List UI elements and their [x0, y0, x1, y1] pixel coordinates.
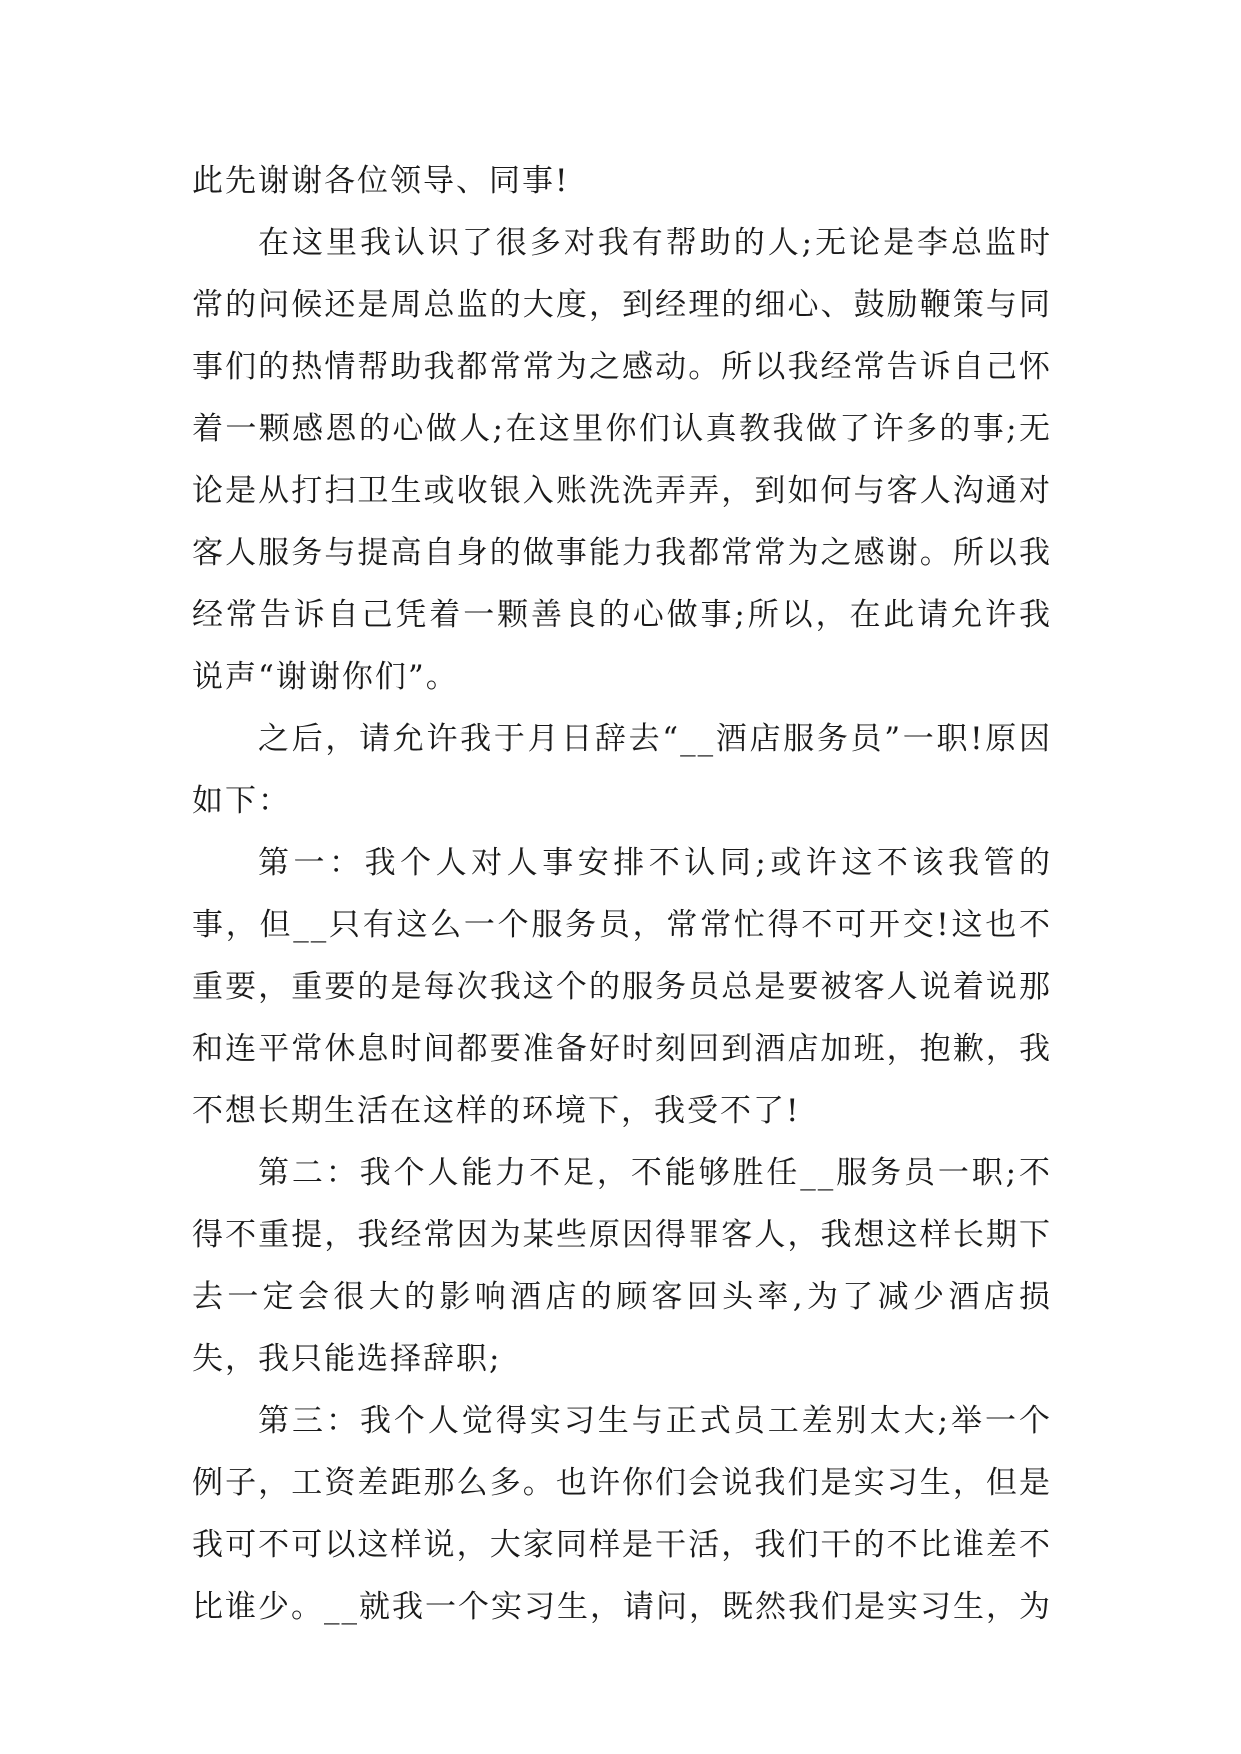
paragraph-closing-thanks: 此先谢谢各位领导、同事! [192, 163, 570, 199]
paragraph-resignation-notice: 之后，请允许我于月日辞去“__酒店服务员”一职!原因如下： [192, 721, 1052, 819]
paragraph-reason-two: 第二：我个人能力不足，不能够胜任__服务员一职;不得不重提，我经常因为某些原因得罪客人，我想这样长期下去一定会很大的影响酒店的顾客回头率,为了减少酒店损失，我只能选择辞职; [192, 1155, 1052, 1377]
paragraph-gratitude: 在这里我认识了很多对我有帮助的人;无论是李总监时常的问候还是周总监的大度，到经理的细心、鼓励鞭策与同事们的热情帮助我都常常为之感动。所以我经常告诉自己怀着一颗感恩的心做人;在这里你们认真教我做了许多的事;无论是从打扫卫生或收银入账洗洗弄弄，到如何与客人沟通对客人服务与提高自身的做事能力我都常常为之感谢。所以我经常告诉自己凭着一颗善良的心做事;所以，在此请允许我说声“谢谢你们”。 [192, 225, 1052, 695]
paragraph-reason-one: 第一：我个人对人事安排不认同;或许这不该我管的事，但__只有这么一个服务员，常常忙得不可开交!这也不重要，重要的是每次我这个的服务员总是要被客人说着说那和连平常休息时间都要准备好时刻回到酒店加班，抱歉，我不想长期生活在这样的环境下，我受不了! [192, 845, 1052, 1129]
paragraph-reason-three: 第三：我个人觉得实习生与正式员工差别太大;举一个例子，工资差距那么多。也许你们会说我们是实习生，但是我可不可以这样说，大家同样是干活，我们干的不比谁差不比谁少。__就我一个实习生，请问，既然我们是实习生，为 [192, 1403, 1052, 1625]
document-body [192, 150, 1052, 1638]
